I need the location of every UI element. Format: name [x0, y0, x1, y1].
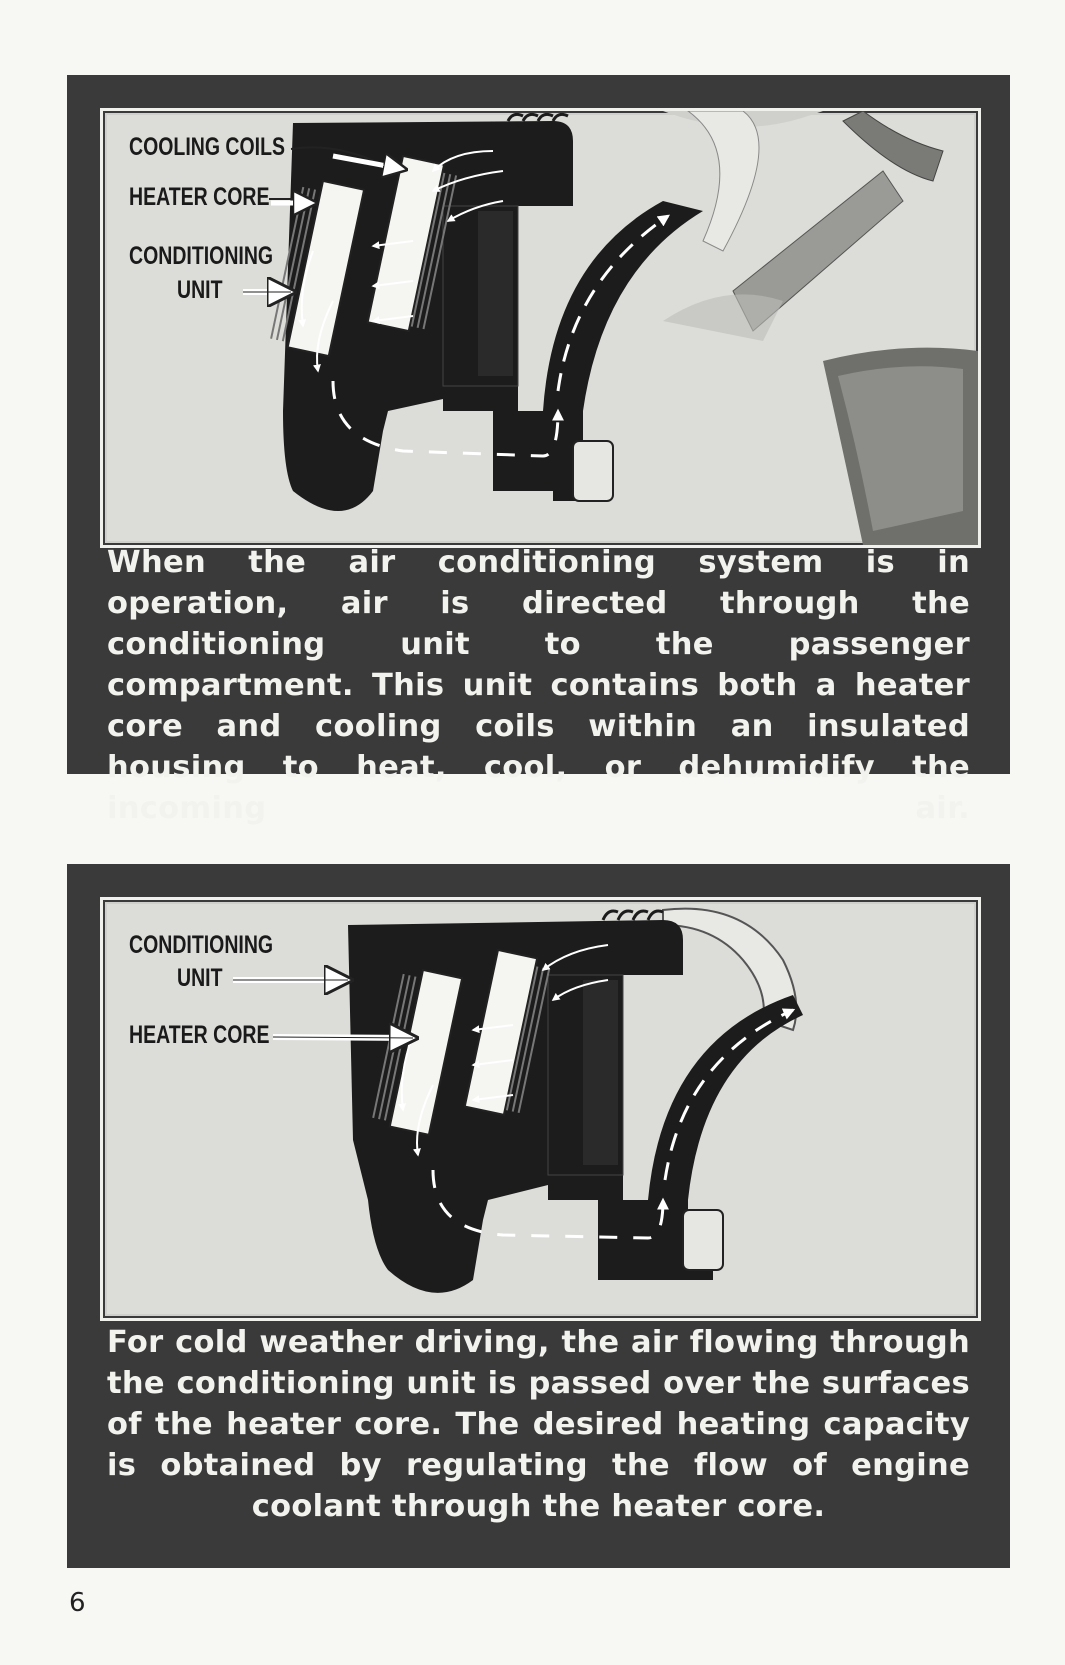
- diagram-conditioning-unit-heating: [100, 897, 981, 1321]
- label-unit: UNIT: [177, 276, 223, 304]
- label-cooling-coils: COOLING COILS: [129, 133, 285, 161]
- page-number: 6: [69, 1588, 86, 1618]
- label-heater-core: HEATER CORE: [129, 1021, 270, 1049]
- diagram-conditioning-unit-cooling: [100, 108, 981, 548]
- caption-cold-weather: For cold weather driving, the air flowing through the conditioning unit is passed over the surfaces of the heater core. The desired heating capacity is obtained by regulating the flow of engine coolant through the heater core.: [107, 1325, 970, 1524]
- figure-panel-cold-weather: [67, 864, 1010, 1568]
- figure-panel-air-conditioning: [67, 75, 1010, 826]
- caption-air-conditioning: When the air conditioning system is in operation, air is directed through the conditioning unit to the passenger compartment. This unit contains both a heater core and cooling coils within an insulated housing to heat, cool, or dehumidify the incoming air.: [107, 545, 970, 826]
- label-unit: UNIT: [177, 964, 223, 992]
- label-conditioning: CONDITIONING: [129, 931, 274, 959]
- label-heater-core: HEATER CORE: [129, 183, 270, 211]
- heater-core-illustration: [103, 900, 978, 1318]
- conditioning-unit-illustration: [103, 111, 978, 545]
- label-conditioning: CONDITIONING: [129, 242, 274, 270]
